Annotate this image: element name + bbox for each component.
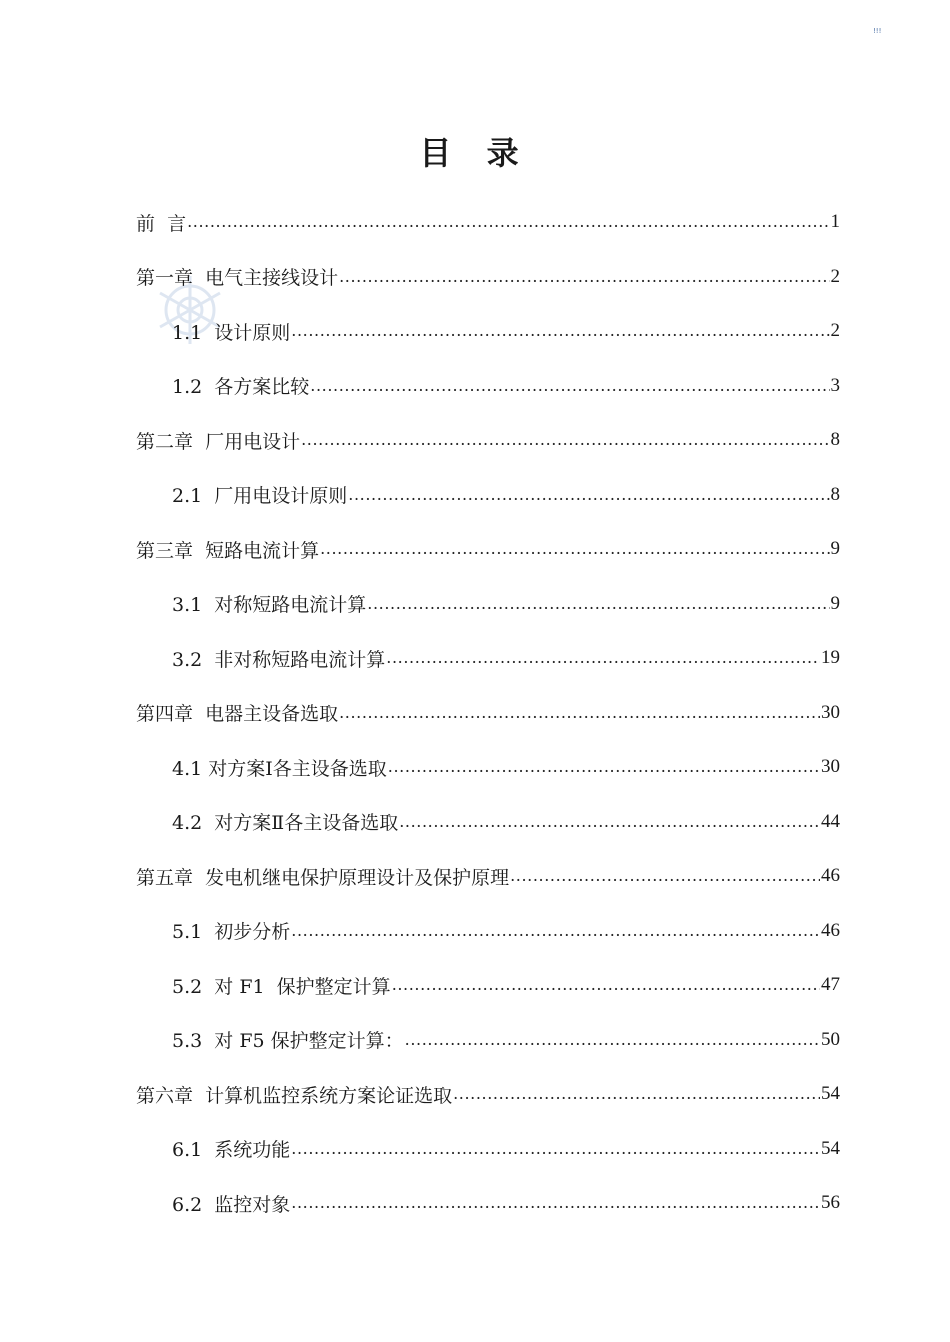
toc-chapter-entry[interactable] bbox=[136, 849, 840, 904]
toc-entry-page-number: 44 bbox=[821, 810, 840, 832]
toc-dot-leader bbox=[291, 920, 820, 942]
toc-entry-page-number: 30 bbox=[821, 756, 840, 778]
toc-dot-leader bbox=[339, 702, 820, 724]
toc-section-entry[interactable] bbox=[136, 1122, 840, 1177]
toc-entry-label: 2.1 厂用电设计原则 bbox=[172, 485, 348, 508]
toc-dot-leader bbox=[367, 593, 829, 615]
toc-dot-leader bbox=[291, 1192, 820, 1214]
toc-dot-leader bbox=[386, 647, 820, 669]
toc-chapter-entry[interactable] bbox=[136, 1067, 840, 1122]
toc-dot-leader bbox=[510, 865, 820, 887]
toc-dot-leader bbox=[453, 1083, 820, 1105]
toc-entry-label: 3.1 对称短路电流计算 bbox=[172, 594, 367, 617]
toc-entry-page-number: 1 bbox=[830, 211, 840, 233]
toc-dot-leader bbox=[310, 375, 829, 397]
toc-dot-leader bbox=[291, 320, 829, 342]
toc-entry-label: 第一章 电气主接线设计 bbox=[136, 267, 339, 290]
toc-entry-page-number: 8 bbox=[830, 429, 840, 451]
toc-section-entry[interactable] bbox=[136, 958, 840, 1013]
toc-entry-page-number: 19 bbox=[821, 647, 840, 669]
toc-dot-leader bbox=[187, 211, 829, 233]
toc-dot-leader bbox=[405, 1029, 820, 1051]
toc-entry-label: 第六章 计算机监控系统方案论证选取 bbox=[136, 1084, 453, 1107]
toc-dot-leader bbox=[291, 1138, 820, 1160]
toc-entry-page-number: 9 bbox=[830, 538, 840, 560]
toc-chapter-entry[interactable] bbox=[136, 195, 840, 250]
toc-section-entry[interactable] bbox=[136, 740, 840, 795]
toc-entry-label: 4.1 对方案Ⅰ各主设备选取 bbox=[172, 757, 387, 780]
toc-entry-label: 6.1 系统功能 bbox=[172, 1139, 291, 1162]
toc-section-entry[interactable] bbox=[136, 468, 840, 523]
toc-entry-label: 5.2 对 F1 保护整定计算 bbox=[172, 975, 391, 998]
toc-entry-page-number: 8 bbox=[830, 483, 840, 505]
toc-entry-page-number: 2 bbox=[830, 265, 840, 287]
toc-entry-label: 第二章 厂用电设计 bbox=[136, 430, 301, 453]
toc-entry-label: 第三章 短路电流计算 bbox=[136, 539, 320, 562]
toc-section-entry[interactable] bbox=[136, 1176, 840, 1231]
toc-dot-leader bbox=[339, 266, 829, 288]
toc-entry-label: 第五章 发电机继电保护原理设计及保护原理 bbox=[136, 866, 510, 889]
toc-section-entry[interactable] bbox=[136, 1013, 840, 1068]
toc-chapter-entry[interactable] bbox=[136, 250, 840, 305]
toc-entry-label: 前 言 bbox=[136, 212, 187, 235]
toc-dot-leader bbox=[388, 756, 820, 778]
toc-entry-label: 5.1 初步分析 bbox=[172, 921, 291, 944]
toc-chapter-entry[interactable] bbox=[136, 413, 840, 468]
toc-entry-label: 6.2 监控对象 bbox=[172, 1193, 291, 1216]
toc-chapter-entry[interactable] bbox=[136, 686, 840, 741]
toc-dot-leader bbox=[399, 811, 820, 833]
toc-entry-page-number: 56 bbox=[821, 1192, 840, 1214]
toc-entry-page-number: 47 bbox=[821, 974, 840, 996]
table-of-contents bbox=[136, 195, 840, 1231]
toc-entry-page-number: 3 bbox=[830, 374, 840, 396]
toc-section-entry[interactable] bbox=[136, 631, 840, 686]
toc-entry-page-number: 50 bbox=[821, 1028, 840, 1050]
toc-entry-page-number: 54 bbox=[821, 1083, 840, 1105]
toc-entry-page-number: 54 bbox=[821, 1137, 840, 1159]
toc-dot-leader bbox=[348, 484, 829, 506]
toc-entry-label: 5.3 对 F5 保护整定计算： bbox=[172, 1030, 404, 1053]
toc-entry-page-number: 2 bbox=[830, 320, 840, 342]
toc-section-entry[interactable] bbox=[136, 577, 840, 632]
toc-entry-label: 第四章 电器主设备选取 bbox=[136, 703, 339, 726]
toc-entry-label: 1.1 设计原则 bbox=[172, 321, 291, 344]
toc-dot-leader bbox=[392, 974, 820, 996]
toc-entry-page-number: 46 bbox=[821, 919, 840, 941]
toc-entry-page-number: 30 bbox=[821, 701, 840, 723]
toc-dot-leader bbox=[301, 429, 829, 451]
toc-entry-label: 3.2 非对称短路电流计算 bbox=[172, 648, 386, 671]
toc-section-entry[interactable] bbox=[136, 795, 840, 850]
toc-section-entry[interactable] bbox=[136, 304, 840, 359]
toc-entry-page-number: 9 bbox=[830, 592, 840, 614]
toc-entry-label: 4.2 对方案Ⅱ各主设备选取 bbox=[172, 812, 399, 835]
toc-section-entry[interactable] bbox=[136, 904, 840, 959]
toc-title: 目 录 bbox=[419, 134, 531, 172]
corner-mark: !!! bbox=[873, 27, 882, 35]
toc-entry-page-number: 46 bbox=[821, 865, 840, 887]
toc-chapter-entry[interactable] bbox=[136, 522, 840, 577]
toc-section-entry[interactable] bbox=[136, 359, 840, 414]
toc-entry-label: 1.2 各方案比较 bbox=[172, 376, 310, 399]
toc-dot-leader bbox=[320, 538, 829, 560]
